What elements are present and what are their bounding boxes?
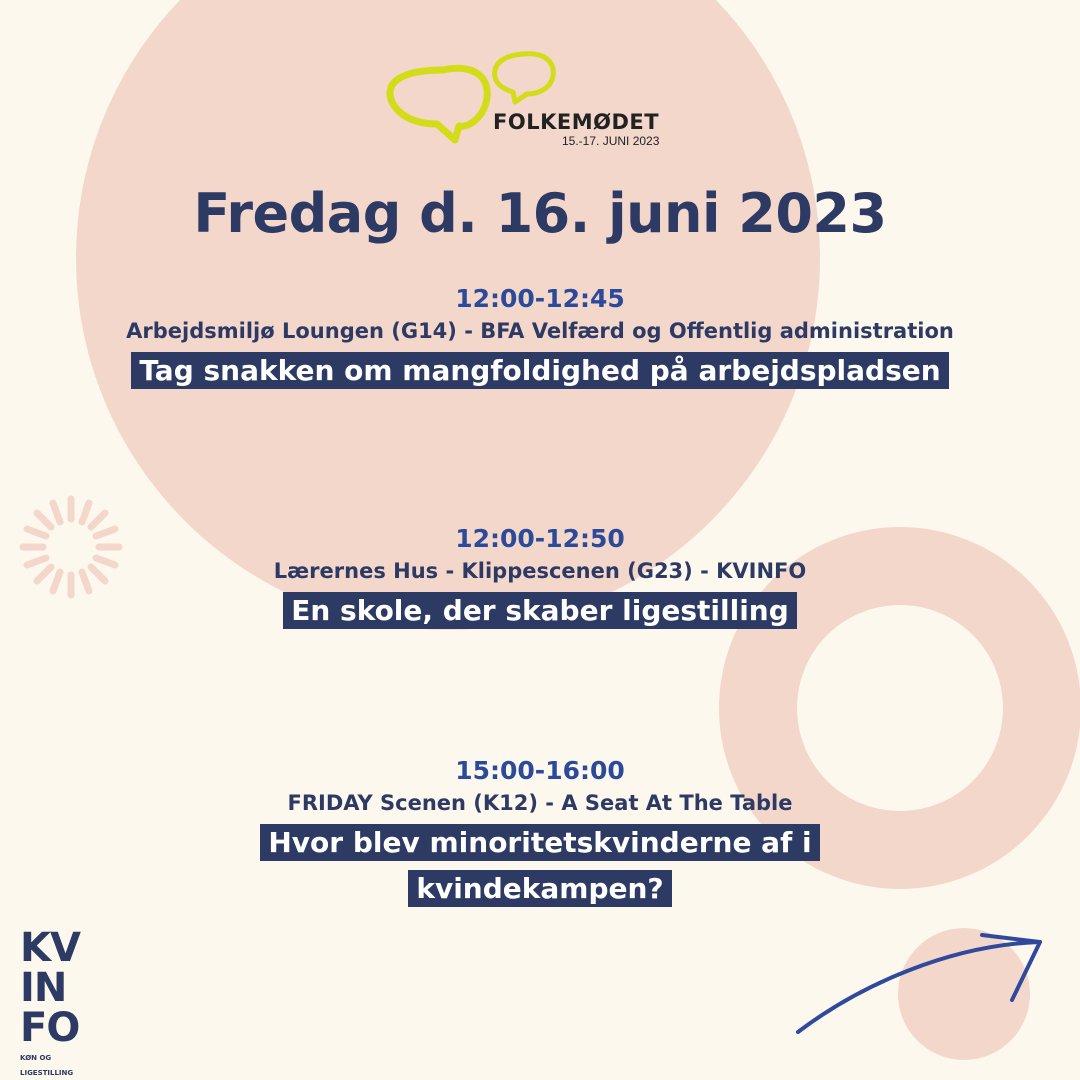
event-time: 15:00-16:00 xyxy=(455,756,625,785)
event-title: En skole, der skaber ligestilling xyxy=(283,592,797,629)
kvinfo-logo-line2: IN xyxy=(20,965,67,1011)
event-3 xyxy=(0,756,1080,914)
event-title: Hvor blev minoritetskvinderne af i kvindekampen? xyxy=(260,824,819,907)
event-time: 12:00-12:45 xyxy=(455,284,625,313)
event-location: Arbejdsmiljø Loungen (G14) - BFA Velfærd og Offentlig administration xyxy=(126,319,954,343)
event-time: 12:00-12:50 xyxy=(455,524,625,553)
kvinfo-logo-sub2: LIGESTILLING xyxy=(20,1069,74,1077)
kvinfo-logo-line1: KV xyxy=(20,925,80,971)
event-1 xyxy=(0,284,1080,396)
folkemodet-logo-dates: 15.-17. JUNI 2023 xyxy=(562,134,660,148)
event-location: FRIDAY Scenen (K12) - A Seat At The Table xyxy=(287,791,793,815)
kvinfo-logo-line3: FO xyxy=(20,1005,80,1051)
page-title: Fredag d. 16. juni 2023 xyxy=(193,182,887,245)
event-title: Tag snakken om mangfoldighed på arbejdspladsen xyxy=(131,352,948,389)
small-pink-circle xyxy=(898,928,1030,1060)
event-location: Lærernes Hus - Klippescenen (G23) - KVINFO xyxy=(273,559,807,583)
kvinfo-logo-sub1: KØN OG xyxy=(20,1054,52,1062)
folkemodet-logo-text: FOLKEMØDET xyxy=(493,110,660,134)
event-2 xyxy=(0,524,1080,636)
kvinfo-logo xyxy=(20,925,100,1078)
